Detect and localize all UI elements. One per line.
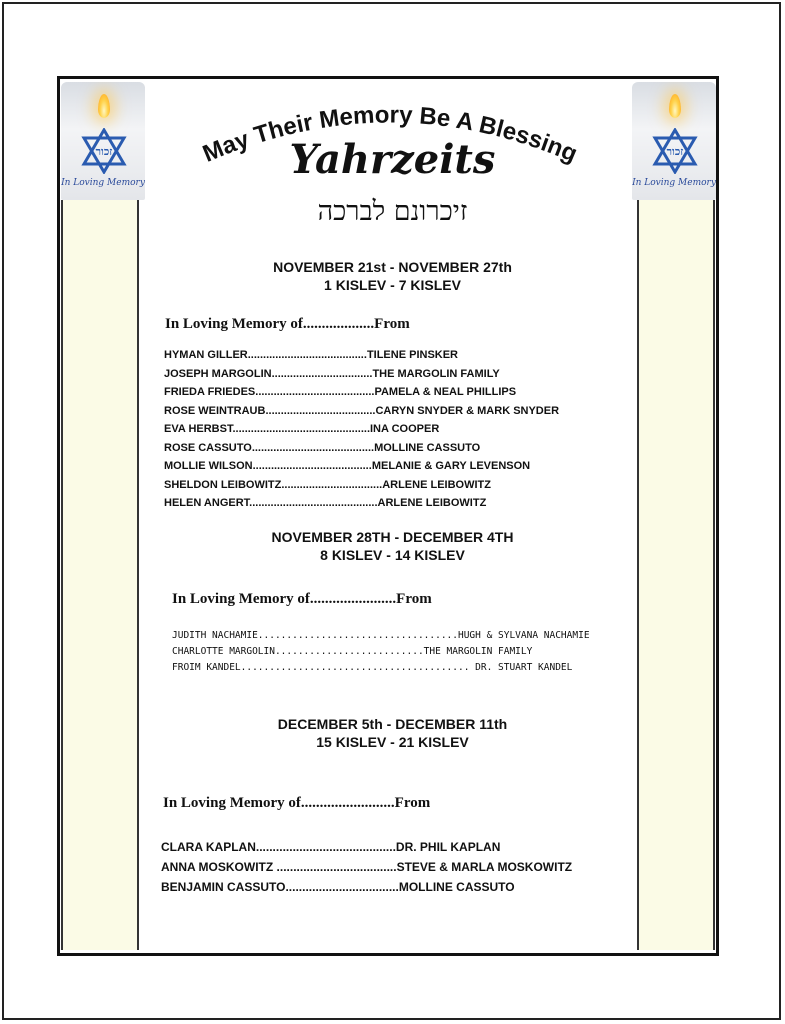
star-text: זכור: [95, 145, 113, 158]
list-item: BENJAMIN CASSUTO..................................MOLLINE CASSUTO: [161, 880, 515, 894]
star-text: זכור: [666, 145, 684, 158]
candle-script-text: In Loving Memory: [632, 178, 716, 188]
left-column-bar: [61, 200, 139, 950]
list-item: JOSEPH MARGOLIN.................................THE MARGOLIN FAMILY: [164, 368, 500, 380]
flame-icon: [669, 94, 681, 118]
memory-heading: In Loving Memory of.........................From: [163, 795, 431, 811]
list-item: FROIM KANDEL........................................ DR. STUART KANDEL: [172, 662, 573, 673]
section-dates: NOVEMBER 28TH - DECEMBER 4TH: [271, 529, 514, 545]
section-dates: DECEMBER 5th - DECEMBER 11th: [277, 716, 508, 732]
section-2-dates: [0, 528, 785, 564]
flame-icon: [98, 94, 110, 118]
memory-heading: In Loving Memory of...................From: [165, 316, 410, 332]
section-hebrew-dates: 1 KISLEV - 7 KISLEV: [324, 277, 461, 293]
candle-script-text: In Loving Memory: [61, 178, 145, 188]
list-item: SHELDON LEIBOWITZ.................................ARLENE LEIBOWITZ: [164, 479, 491, 491]
list-item: ROSE WEINTRAUB....................................CARYN SNYDER & MARK SNYDER: [164, 405, 560, 417]
hebrew-subtitle: זיכרונם לברכה: [317, 196, 468, 227]
list-item: MOLLIE WILSON.......................................MELANIE & GARY LEVENSON: [164, 460, 531, 472]
list-item: JUDITH NACHAMIE...................................HUGH & SYLVANA NACHAMIE: [172, 630, 590, 641]
list-item: HELEN ANGERT..........................................ARLENE LEIBOWITZ: [164, 497, 487, 509]
section-1-dates: [0, 258, 785, 294]
list-item: ANNA MOSKOWITZ ....................................STEVE & MARLA MOSKOWITZ: [161, 860, 573, 874]
section-3-dates: [0, 715, 785, 751]
list-item: ROSE CASSUTO........................................MOLLINE CASSUTO: [164, 442, 481, 454]
list-item: CLARA KAPLAN..........................................DR. PHIL KAPLAN: [161, 840, 501, 854]
list-item: CHARLOTTE MARGOLIN..........................THE MARGOLIN FAMILY: [172, 646, 533, 657]
right-column-bar: [637, 200, 715, 950]
section-hebrew-dates: 15 KISLEV - 21 KISLEV: [316, 734, 469, 750]
list-item: EVA HERBST.............................................INA COOPER: [164, 423, 440, 435]
memory-heading: In Loving Memory of.......................From: [172, 591, 432, 607]
list-item: HYMAN GILLER.......................................TILENE PINSKER: [164, 349, 459, 361]
arc-title-text: May Their Memory Be A Blessing: [198, 101, 582, 168]
section-hebrew-dates: 8 KISLEV - 14 KISLEV: [320, 547, 465, 563]
section-dates: NOVEMBER 21st - NOVEMBER 27th: [273, 259, 512, 275]
list-item: FRIEDA FRIEDES.......................................PAMELA & NEAL PHILLIPS: [164, 386, 517, 398]
page-title: Yahrzeits: [289, 136, 496, 183]
